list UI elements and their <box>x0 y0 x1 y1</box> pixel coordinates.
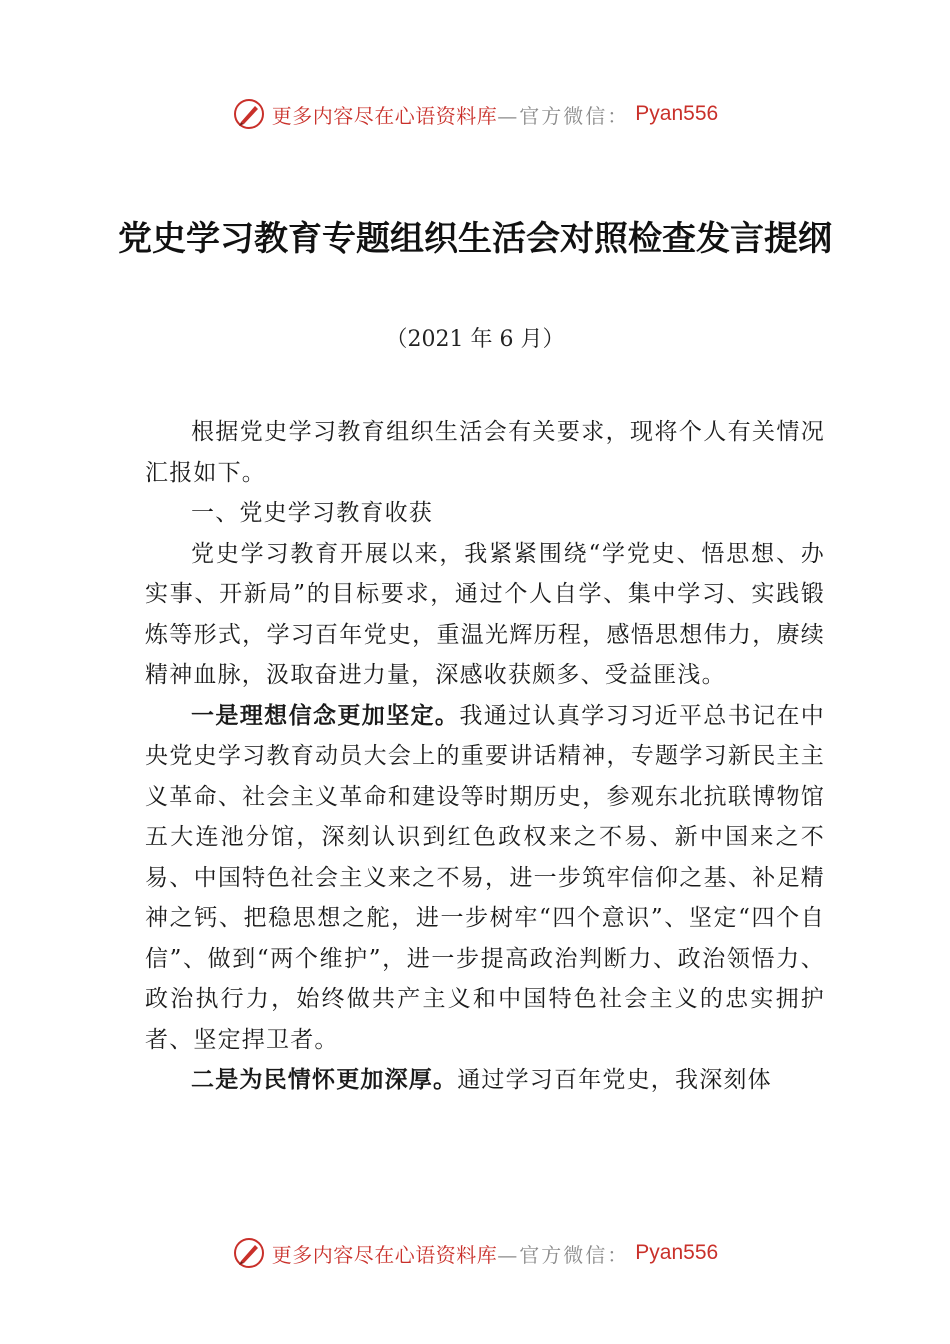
banner-wechat-label: —官方微信： <box>497 103 630 128</box>
paragraph-lead: 一是理想信念更加坚定。 <box>191 702 460 729</box>
banner-promo-text: 更多内容尽在心语资料库 <box>271 1242 498 1267</box>
paragraph-text: 通过学习百年党史，我深刻体 <box>457 1067 772 1093</box>
pen-circle-logo-icon <box>232 97 266 131</box>
document-date: （2021 年 6 月） <box>385 327 565 352</box>
document-body <box>145 412 825 1101</box>
paragraph-harvest: 党史学习教育开展以来，我紧紧围绕“学党史、悟思想、办实事、开新局”的目标要求，通过个人自学、集中学习、实践锻炼等形式，学习百年党史，重温光辉历程，感悟思想伟力，赓续精神血脉，汲取奋进力量，深感收获颇多、受益匪浅。 <box>145 540 825 688</box>
header-banner <box>0 94 950 134</box>
intro-paragraph: 根据党史学习教育组织生活会有关要求，现将个人有关情况汇报如下。 <box>145 419 825 486</box>
section-heading: 一、党史学习教育收获 <box>191 500 433 526</box>
document-title: 党史学习教育专题组织生活会对照检查发言提纲 <box>118 219 832 259</box>
paragraph-people <box>145 1060 825 1101</box>
paragraph-text: 我通过认真学习习近平总书记在中央党史学习教育动员大会上的重要讲话精神，专题学习新民主主义革命、社会主义革命和建设等时期历史，参观东北抗联博物馆五大连池分馆，深刻认识到红色政权来之不易、新中国来之不易、中国特色社会主义来之不易，进一步筑牢信仰之基、补足精神之钙、把稳思想之舵，进一步树牢“四个意识”、坚定“四个自信”、做到“两个维护”，进一步提高政治判断力、政治领悟力、政治执行力，始终做共产主义和中国特色社会主义的忠实拥护者、坚定捍卫者。 <box>145 702 825 1053</box>
banner-wechat-label: —官方微信： <box>497 1242 630 1267</box>
banner-wechat-id: Pyan556 <box>635 102 719 125</box>
footer-banner <box>0 1233 950 1273</box>
banner-wechat-id: Pyan556 <box>635 1241 719 1264</box>
pen-circle-logo-icon <box>232 1236 266 1270</box>
paragraph-lead: 二是为民情怀更加深厚。 <box>191 1067 458 1093</box>
paragraph-ideals <box>145 696 825 1061</box>
banner-promo-text: 更多内容尽在心语资料库 <box>271 103 498 128</box>
